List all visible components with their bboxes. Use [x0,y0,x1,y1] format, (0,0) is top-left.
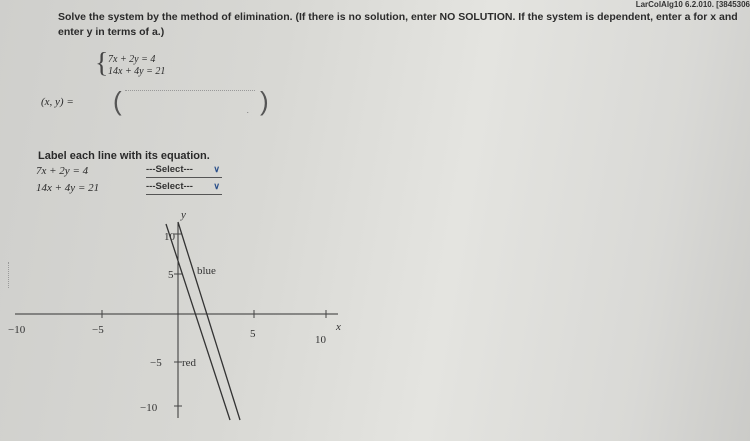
x-axis-label: x [336,321,341,333]
open-paren: ( [113,86,122,116]
tick-label-y-neg10: −10 [140,402,158,414]
left-margin-mark [8,262,10,288]
chevron-down-icon: ∨ [213,181,220,191]
coordinate-graph [0,200,360,441]
select-eq1-label: ---Select--- [146,164,193,175]
line-label-blue: blue [197,265,216,277]
plot-line-1[interactable] [166,224,230,420]
equation-row-1: 7x + 2y = 4 [36,165,89,177]
y-axis-label: y [181,209,186,221]
problem-id: LarColAlg10 6.2.010. [3845306 [635,0,750,9]
equation-1: 7x + 2y = 4 [108,54,156,65]
close-paren: ) [260,86,269,116]
answer-input[interactable] [125,90,255,119]
line-label-red: red [182,357,197,369]
tick-label-y-neg5: −5 [150,357,162,369]
equation-system [95,48,166,79]
answer-hint: . [246,105,249,115]
chevron-down-icon: ∨ [213,164,220,174]
tick-label-x-10: 10 [315,334,326,346]
select-eq1[interactable] [146,164,222,178]
tick-label-x-5: 5 [250,328,256,340]
tick-label-x-neg5: −5 [92,324,104,336]
system-brace: { [95,48,109,79]
tick-label-y-10: 10 [164,231,175,243]
problem-prompt: Solve the system by the method of elimination. (If there is no solution, enter NO SOLUTION. If the system is dependent, enter a for x and enter y in terms of a.) [58,11,738,38]
select-eq2[interactable] [146,181,222,195]
tick-label-x-neg10: −10 [8,324,26,336]
select-eq2-label: ---Select--- [146,181,193,192]
equation-row-2: 14x + 4y = 21 [36,182,100,194]
tick-label-y-5: 5 [168,269,174,281]
answer-label: (x, y) = [41,96,74,108]
equation-2: 14x + 4y = 21 [108,66,166,77]
label-prompt: Label each line with its equation. [38,150,210,162]
plot-line-2[interactable] [178,222,240,420]
